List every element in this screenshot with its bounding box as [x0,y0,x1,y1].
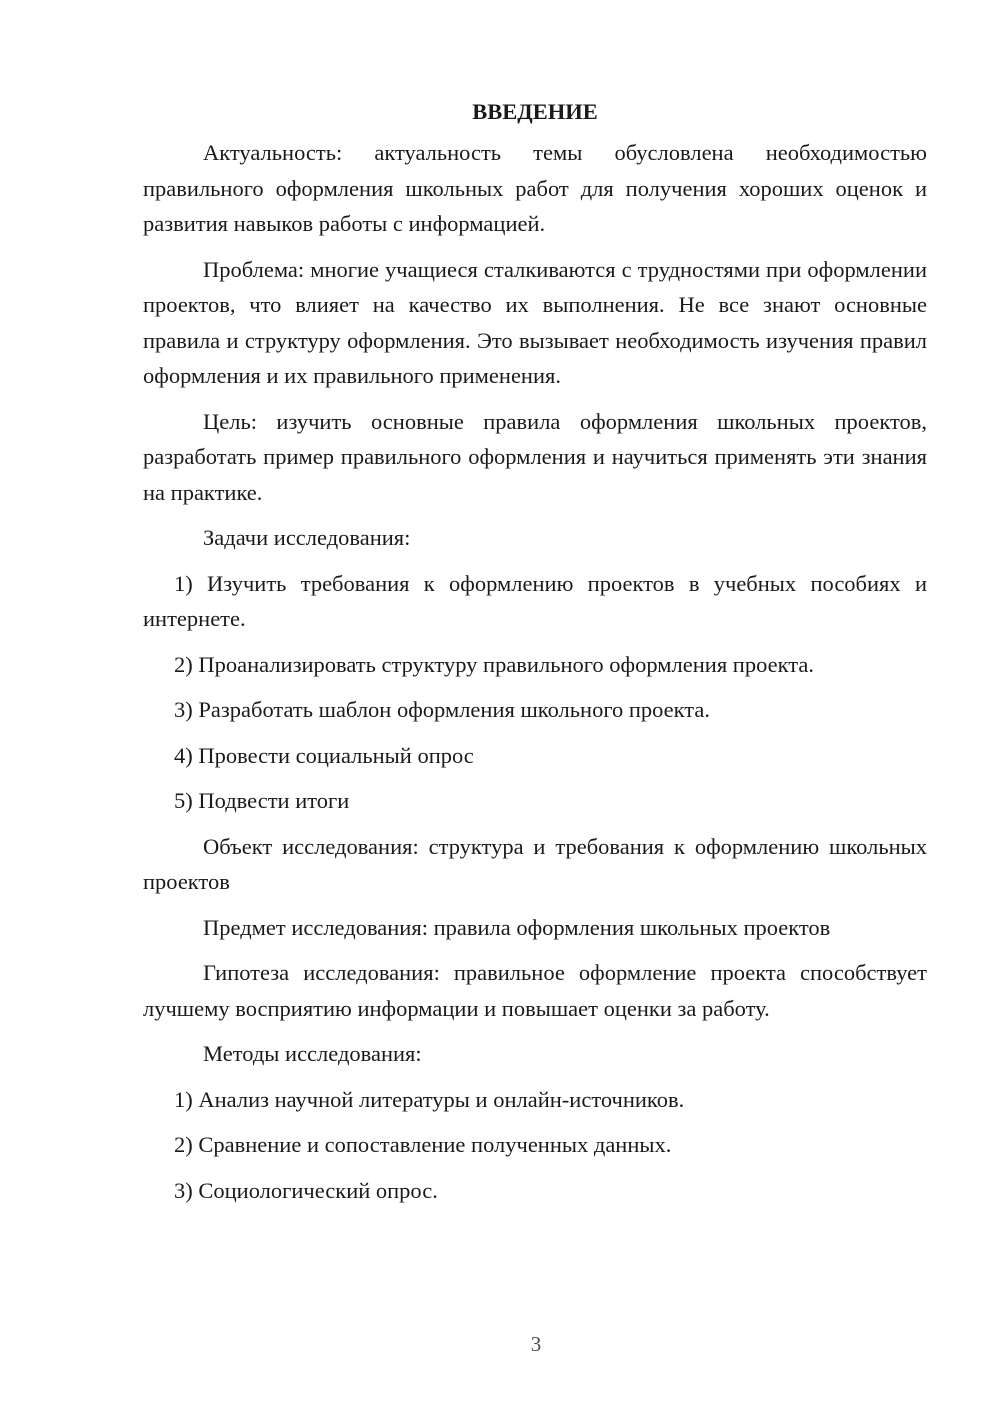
method-item: 2) Сравнение и сопоставление полученных данных. [174,1132,672,1157]
hypothesis-paragraph: Гипотеза исследования: правильное оформление проекта способствует лучшему восприятию информации и повышает оценки за работу. [143,960,927,1021]
task-item: 1) Изучить требования к оформлению проектов в учебных пособиях и интернете. [143,570,927,631]
methods-heading: Методы исследования: [203,1041,422,1066]
goal-paragraph: Цель: изучить основные правила оформления школьных проектов, разработать пример правильного оформления и научиться применять эти знания на практике. [143,408,927,505]
object-paragraph: Объект исследования: структура и требования к оформлению школьных проектов [143,833,927,894]
task-item: 4) Провести социальный опрос [174,742,474,768]
subject-paragraph: Предмет исследования: правила оформления школьных проектов [203,914,831,940]
method-item: 3) Социологический опрос. [174,1177,438,1203]
page-number: 3 [530,1332,542,1356]
task-item: 3) Разработать шаблон оформления школьного проекта. [174,697,711,722]
task-item: 2) Проанализировать структуру правильного оформления проекта. [174,651,814,677]
document-page [143,94,927,1218]
relevance-paragraph: Актуальность: актуальность темы обусловлена необходимостью правильного оформления школьных работ для получения хороших оценок и развития навыков работы с информацией. [143,140,927,236]
tasks-heading: Задачи исследования: [203,525,411,550]
page-title: ВВЕДЕНИЕ [472,99,598,124]
problem-paragraph: Проблема: многие учащиеся сталкиваются с трудностями при оформлении проектов, что влияет на качество их выполнения. Не все знают основные правила и структуру оформления. Это вызывает необходимость изучения правил оформления и их правильного применения. [143,256,927,388]
method-item: 1) Анализ научной литературы и онлайн-источников. [174,1086,685,1112]
task-item: 5) Подвести итоги [174,788,350,813]
